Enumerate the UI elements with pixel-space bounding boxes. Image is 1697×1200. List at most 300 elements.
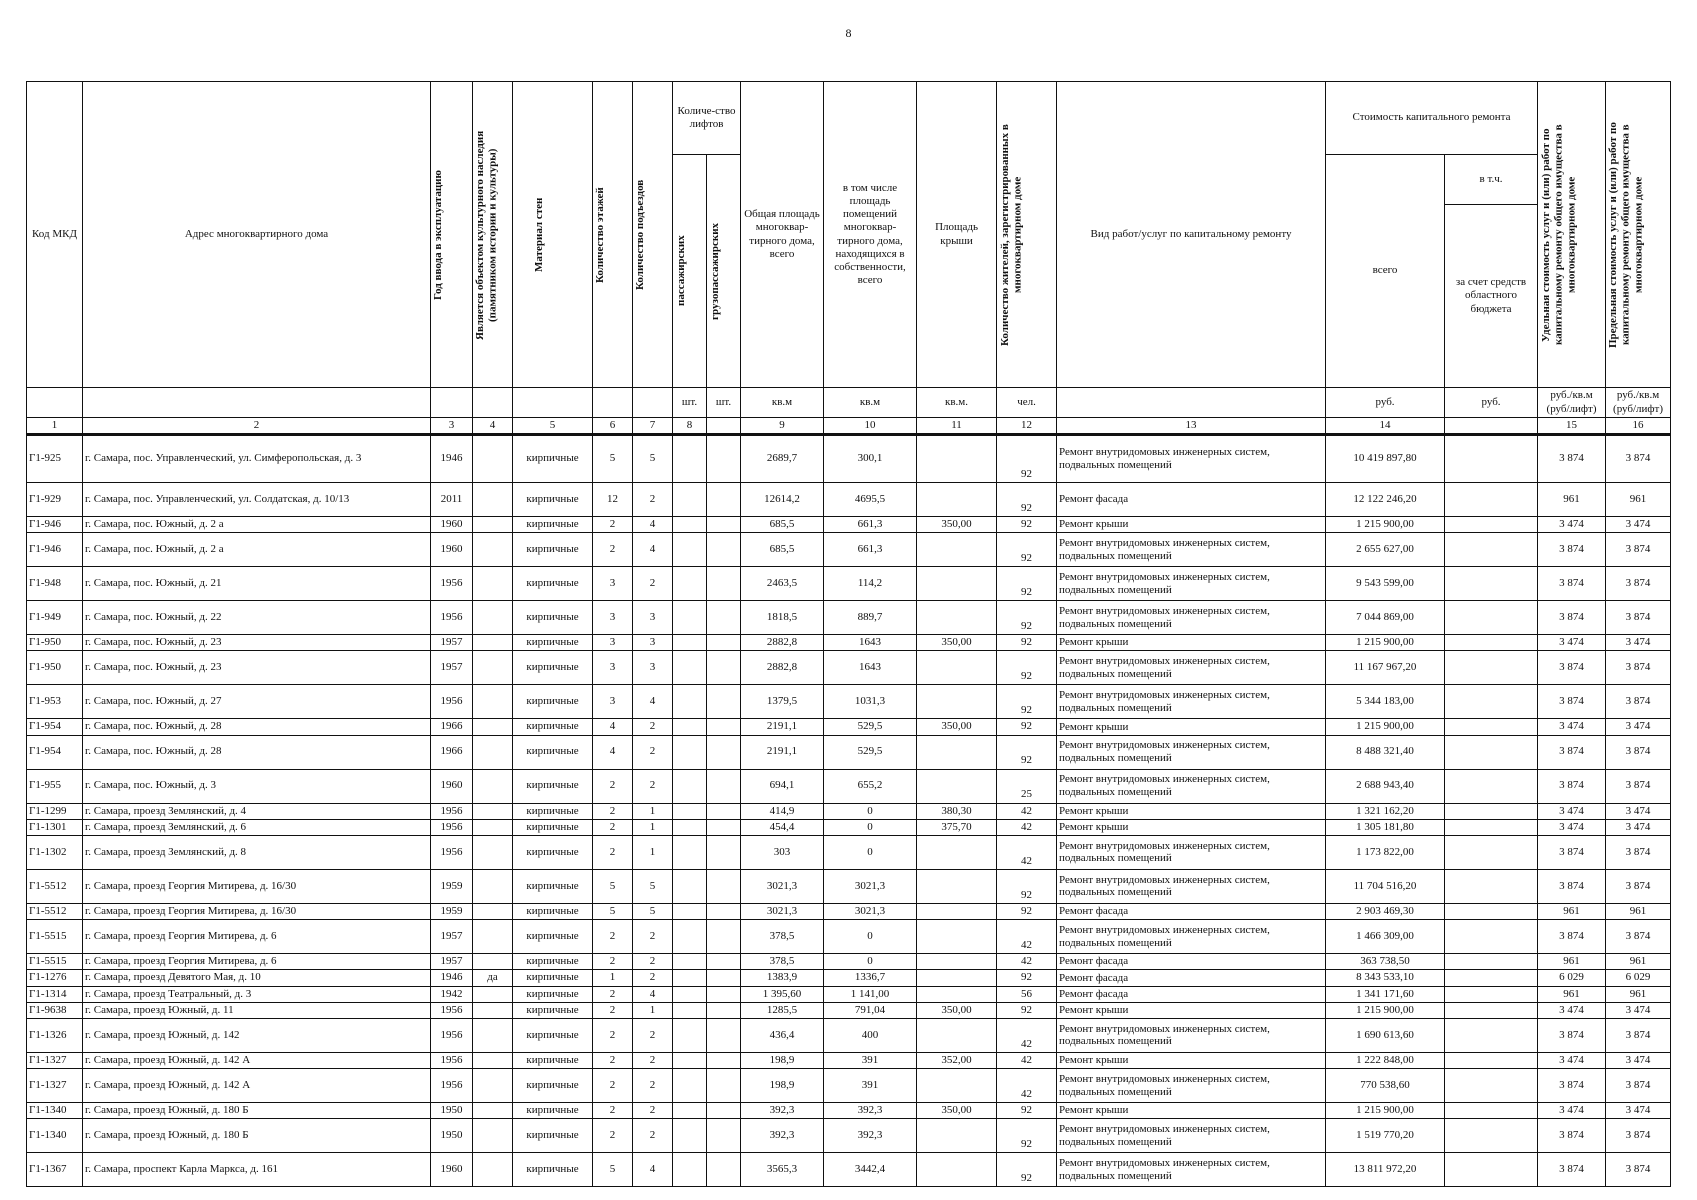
- entrances-cell: 2: [633, 1052, 673, 1068]
- residents-cell: 25: [997, 769, 1057, 803]
- header-regional-budget: за счет средств областного бюджета: [1445, 205, 1538, 388]
- cost-total-cell: 5 344 183,00: [1326, 685, 1445, 719]
- roof-area-cell: [917, 835, 997, 869]
- mkd-code-cell: Г1-950: [27, 635, 83, 651]
- total-area-cell: 3021,3: [741, 903, 824, 919]
- year-cell: 1946: [431, 435, 473, 483]
- year-cell: 1956: [431, 685, 473, 719]
- mkd-code-cell: Г1-925: [27, 435, 83, 483]
- passenger-lifts-cell: [673, 435, 707, 483]
- material-cell: кирпичные: [513, 1018, 593, 1052]
- heritage-cell: [473, 601, 513, 635]
- floors-cell: 4: [593, 735, 633, 769]
- cost-total-cell: 2 655 627,00: [1326, 533, 1445, 567]
- entrances-cell: 4: [633, 533, 673, 567]
- header-total-area: Общая площадь многоквар-тирного дома, всего: [741, 82, 824, 388]
- unit-cost-cell: 6 029: [1538, 970, 1606, 986]
- column-number: 3: [431, 418, 473, 435]
- cargo-lifts-cell: [707, 533, 741, 567]
- max-cost-cell: 3 874: [1606, 1018, 1671, 1052]
- entrances-cell: 2: [633, 567, 673, 601]
- unit-sqm: кв.м: [824, 388, 917, 418]
- table-row: [27, 735, 1671, 769]
- roof-area-cell: [917, 869, 997, 903]
- passenger-lifts-cell: [673, 903, 707, 919]
- owned-area-cell: 300,1: [824, 435, 917, 483]
- work-type-cell: Ремонт внутридомовых инженерных систем, подвальных помещений: [1057, 769, 1326, 803]
- material-cell: кирпичные: [513, 954, 593, 970]
- regional-budget-cell: [1445, 533, 1538, 567]
- table-body: [27, 435, 1671, 1187]
- roof-area-cell: 350,00: [917, 1002, 997, 1018]
- work-type-cell: Ремонт внутридомовых инженерных систем, подвальных помещений: [1057, 1153, 1326, 1187]
- mkd-code-cell: Г1-949: [27, 601, 83, 635]
- max-cost-cell: 6 029: [1606, 970, 1671, 986]
- column-number: 16: [1606, 418, 1671, 435]
- heritage-cell: [473, 803, 513, 819]
- owned-area-cell: 114,2: [824, 567, 917, 601]
- total-area-cell: 2882,8: [741, 635, 824, 651]
- entrances-cell: 3: [633, 651, 673, 685]
- regional-budget-cell: [1445, 903, 1538, 919]
- max-cost-cell: 3 474: [1606, 635, 1671, 651]
- year-cell: 1946: [431, 970, 473, 986]
- table-row: [27, 517, 1671, 533]
- cost-total-cell: 1 215 900,00: [1326, 719, 1445, 735]
- cost-total-cell: 1 519 770,20: [1326, 1119, 1445, 1153]
- residents-cell: 42: [997, 920, 1057, 954]
- unit-cost-cell: 3 474: [1538, 819, 1606, 835]
- heritage-cell: [473, 954, 513, 970]
- unit-rate: руб./кв.м (руб/лифт): [1606, 388, 1671, 418]
- year-cell: 1956: [431, 1069, 473, 1103]
- heritage-cell: [473, 1052, 513, 1068]
- residents-cell: 92: [997, 970, 1057, 986]
- unit-cost-cell: 3 874: [1538, 533, 1606, 567]
- mkd-code-cell: Г1-955: [27, 769, 83, 803]
- address-cell: г. Самара, проезд Южный, д. 180 Б: [83, 1103, 431, 1119]
- work-type-cell: Ремонт фасада: [1057, 986, 1326, 1002]
- address-cell: г. Самара, проезд Георгия Митирева, д. 6: [83, 920, 431, 954]
- max-cost-cell: 3 474: [1606, 719, 1671, 735]
- mkd-code-cell: Г1-5512: [27, 903, 83, 919]
- heritage-cell: [473, 1119, 513, 1153]
- work-type-cell: Ремонт крыши: [1057, 635, 1326, 651]
- capital-repair-table: [26, 81, 1671, 1187]
- residents-cell: 42: [997, 835, 1057, 869]
- material-cell: кирпичные: [513, 517, 593, 533]
- work-type-cell: Ремонт крыши: [1057, 719, 1326, 735]
- unit-cost-cell: 961: [1538, 986, 1606, 1002]
- material-cell: кирпичные: [513, 803, 593, 819]
- entrances-cell: 2: [633, 920, 673, 954]
- owned-area-cell: 0: [824, 920, 917, 954]
- mkd-code-cell: Г1-950: [27, 651, 83, 685]
- roof-area-cell: [917, 533, 997, 567]
- cost-total-cell: 8 343 533,10: [1326, 970, 1445, 986]
- unit-rate: руб./кв.м (руб/лифт): [1538, 388, 1606, 418]
- residents-cell: 92: [997, 1153, 1057, 1187]
- mkd-code-cell: Г1-1340: [27, 1103, 83, 1119]
- total-area-cell: 198,9: [741, 1052, 824, 1068]
- cost-total-cell: 1 173 822,00: [1326, 835, 1445, 869]
- passenger-lifts-cell: [673, 954, 707, 970]
- entrances-cell: 4: [633, 685, 673, 719]
- year-cell: 1956: [431, 819, 473, 835]
- owned-area-cell: 3021,3: [824, 903, 917, 919]
- passenger-lifts-cell: [673, 920, 707, 954]
- heritage-cell: [473, 1069, 513, 1103]
- regional-budget-cell: [1445, 1002, 1538, 1018]
- residents-cell: 42: [997, 954, 1057, 970]
- total-area-cell: 2191,1: [741, 719, 824, 735]
- heritage-cell: [473, 920, 513, 954]
- year-cell: 1950: [431, 1119, 473, 1153]
- entrances-cell: 2: [633, 735, 673, 769]
- table-row: [27, 803, 1671, 819]
- total-area-cell: 1 395,60: [741, 986, 824, 1002]
- mkd-code-cell: Г1-953: [27, 685, 83, 719]
- floors-cell: 2: [593, 517, 633, 533]
- entrances-cell: 5: [633, 903, 673, 919]
- total-area-cell: 12614,2: [741, 483, 824, 517]
- table-row: [27, 970, 1671, 986]
- max-cost-cell: 961: [1606, 483, 1671, 517]
- cargo-lifts-cell: [707, 719, 741, 735]
- column-number: 6: [593, 418, 633, 435]
- owned-area-cell: 655,2: [824, 769, 917, 803]
- mkd-code-cell: Г1-1367: [27, 1153, 83, 1187]
- max-cost-cell: 3 874: [1606, 835, 1671, 869]
- floors-cell: 2: [593, 920, 633, 954]
- unit-cost-cell: 3 874: [1538, 769, 1606, 803]
- entrances-cell: 5: [633, 435, 673, 483]
- owned-area-cell: 392,3: [824, 1119, 917, 1153]
- floors-cell: 2: [593, 1052, 633, 1068]
- passenger-lifts-cell: [673, 533, 707, 567]
- table-row: [27, 1069, 1671, 1103]
- work-type-cell: Ремонт внутридомовых инженерных систем, подвальных помещений: [1057, 920, 1326, 954]
- header-work-type: Вид работ/услуг по капитальному ремонту: [1057, 82, 1326, 388]
- address-cell: г. Самара, пос. Южный, д. 28: [83, 719, 431, 735]
- total-area-cell: 1379,5: [741, 685, 824, 719]
- owned-area-cell: 4695,5: [824, 483, 917, 517]
- header-lifts: Количе-ство лифтов: [673, 82, 741, 155]
- unit-pcs: шт.: [673, 388, 707, 418]
- address-cell: г. Самара, пос. Управленческий, ул. Солдатская, д. 10/13: [83, 483, 431, 517]
- max-cost-cell: 3 874: [1606, 920, 1671, 954]
- owned-area-cell: 3021,3: [824, 869, 917, 903]
- total-area-cell: 2191,1: [741, 735, 824, 769]
- floors-cell: 3: [593, 567, 633, 601]
- residents-cell: 92: [997, 1119, 1057, 1153]
- material-cell: кирпичные: [513, 567, 593, 601]
- roof-area-cell: [917, 435, 997, 483]
- total-area-cell: 685,5: [741, 533, 824, 567]
- entrances-cell: 3: [633, 601, 673, 635]
- owned-area-cell: 791,04: [824, 1002, 917, 1018]
- table-row: [27, 635, 1671, 651]
- total-area-cell: 303: [741, 835, 824, 869]
- work-type-cell: Ремонт фасада: [1057, 954, 1326, 970]
- year-cell: 1942: [431, 986, 473, 1002]
- passenger-lifts-cell: [673, 1052, 707, 1068]
- max-cost-cell: 3 874: [1606, 769, 1671, 803]
- regional-budget-cell: [1445, 719, 1538, 735]
- cargo-lifts-cell: [707, 869, 741, 903]
- total-area-cell: 2463,5: [741, 567, 824, 601]
- floors-cell: 12: [593, 483, 633, 517]
- residents-cell: 42: [997, 819, 1057, 835]
- entrances-cell: 2: [633, 769, 673, 803]
- address-cell: г. Самара, пос. Управленческий, ул. Симферопольская, д. 3: [83, 435, 431, 483]
- year-cell: 1956: [431, 1018, 473, 1052]
- cost-total-cell: 11 167 967,20: [1326, 651, 1445, 685]
- address-cell: г. Самара, пос. Южный, д. 2 а: [83, 533, 431, 567]
- mkd-code-cell: Г1-1327: [27, 1052, 83, 1068]
- max-cost-cell: 3 474: [1606, 803, 1671, 819]
- cost-total-cell: 1 690 613,60: [1326, 1018, 1445, 1052]
- material-cell: кирпичные: [513, 903, 593, 919]
- table-row: [27, 920, 1671, 954]
- roof-area-cell: 350,00: [917, 719, 997, 735]
- regional-budget-cell: [1445, 835, 1538, 869]
- passenger-lifts-cell: [673, 601, 707, 635]
- unit-cost-cell: 3 874: [1538, 567, 1606, 601]
- address-cell: г. Самара, проезд Георгия Митирева, д. 16/30: [83, 869, 431, 903]
- residents-cell: 42: [997, 1052, 1057, 1068]
- entrances-cell: 4: [633, 517, 673, 533]
- floors-cell: 1: [593, 970, 633, 986]
- heritage-cell: [473, 1002, 513, 1018]
- material-cell: кирпичные: [513, 635, 593, 651]
- header-cost: Стоимость капитального ремонта: [1326, 82, 1538, 155]
- entrances-cell: 4: [633, 1153, 673, 1187]
- residents-cell: 92: [997, 517, 1057, 533]
- heritage-cell: [473, 483, 513, 517]
- roof-area-cell: [917, 1018, 997, 1052]
- regional-budget-cell: [1445, 986, 1538, 1002]
- passenger-lifts-cell: [673, 835, 707, 869]
- material-cell: кирпичные: [513, 1119, 593, 1153]
- table-row: [27, 769, 1671, 803]
- roof-area-cell: [917, 1119, 997, 1153]
- entrances-cell: 3: [633, 635, 673, 651]
- entrances-cell: 1: [633, 1002, 673, 1018]
- year-cell: 1959: [431, 903, 473, 919]
- column-number: 5: [513, 418, 593, 435]
- address-cell: г. Самара, пос. Южный, д. 23: [83, 651, 431, 685]
- owned-area-cell: 1643: [824, 651, 917, 685]
- cargo-lifts-cell: [707, 1002, 741, 1018]
- passenger-lifts-cell: [673, 1069, 707, 1103]
- address-cell: г. Самара, проезд Георгия Митирева, д. 16/30: [83, 903, 431, 919]
- total-area-cell: 198,9: [741, 1069, 824, 1103]
- residents-cell: 92: [997, 1002, 1057, 1018]
- passenger-lifts-cell: [673, 819, 707, 835]
- work-type-cell: Ремонт внутридомовых инженерных систем, подвальных помещений: [1057, 1119, 1326, 1153]
- year-cell: 1966: [431, 719, 473, 735]
- total-area-cell: 392,3: [741, 1119, 824, 1153]
- mkd-code-cell: Г1-5515: [27, 920, 83, 954]
- heritage-cell: [473, 986, 513, 1002]
- year-cell: 1957: [431, 651, 473, 685]
- cost-total-cell: 12 122 246,20: [1326, 483, 1445, 517]
- unit-cost-cell: 3 874: [1538, 1153, 1606, 1187]
- material-cell: кирпичные: [513, 869, 593, 903]
- entrances-cell: 1: [633, 819, 673, 835]
- total-area-cell: 1818,5: [741, 601, 824, 635]
- cost-total-cell: 1 466 309,00: [1326, 920, 1445, 954]
- table-row: [27, 835, 1671, 869]
- owned-area-cell: 529,5: [824, 719, 917, 735]
- header-incl: в т.ч.: [1445, 155, 1538, 205]
- header-residents: Количество жителей, зарегистрированных в многоквартирном доме: [998, 123, 1024, 346]
- regional-budget-cell: [1445, 1103, 1538, 1119]
- material-cell: кирпичные: [513, 685, 593, 719]
- cost-total-cell: 2 903 469,30: [1326, 903, 1445, 919]
- year-cell: 1960: [431, 533, 473, 567]
- address-cell: г. Самара, пос. Южный, д. 22: [83, 601, 431, 635]
- max-cost-cell: 961: [1606, 954, 1671, 970]
- table-row: [27, 1052, 1671, 1068]
- unit-cost-cell: 3 874: [1538, 920, 1606, 954]
- cost-total-cell: 1 215 900,00: [1326, 635, 1445, 651]
- table-row: [27, 651, 1671, 685]
- max-cost-cell: 3 874: [1606, 1153, 1671, 1187]
- year-cell: 1960: [431, 517, 473, 533]
- work-type-cell: Ремонт внутридомовых инженерных систем, подвальных помещений: [1057, 1069, 1326, 1103]
- column-number: 1: [27, 418, 83, 435]
- roof-area-cell: 380,30: [917, 803, 997, 819]
- unit-cost-cell: 3 874: [1538, 1119, 1606, 1153]
- cargo-lifts-cell: [707, 803, 741, 819]
- year-cell: 1959: [431, 869, 473, 903]
- address-cell: г. Самара, проезд Южный, д. 142 А: [83, 1069, 431, 1103]
- column-number: 4: [473, 418, 513, 435]
- mkd-code-cell: Г1-954: [27, 735, 83, 769]
- header-heritage: Является объектом культурного наследия (памятником истории и культуры): [473, 129, 499, 340]
- year-cell: 1950: [431, 1103, 473, 1119]
- column-number: 8: [673, 418, 707, 435]
- roof-area-cell: [917, 920, 997, 954]
- roof-area-cell: 350,00: [917, 1103, 997, 1119]
- material-cell: кирпичные: [513, 970, 593, 986]
- max-cost-cell: 3 874: [1606, 601, 1671, 635]
- owned-area-cell: 0: [824, 803, 917, 819]
- table-row: [27, 1002, 1671, 1018]
- address-cell: г. Самара, пос. Южный, д. 3: [83, 769, 431, 803]
- header-code: Код МКД: [27, 82, 83, 388]
- passenger-lifts-cell: [673, 517, 707, 533]
- unit-cost-cell: 3 474: [1538, 719, 1606, 735]
- table-row: [27, 685, 1671, 719]
- mkd-code-cell: Г1-5515: [27, 954, 83, 970]
- regional-budget-cell: [1445, 869, 1538, 903]
- table-row: [27, 986, 1671, 1002]
- regional-budget-cell: [1445, 1119, 1538, 1153]
- year-cell: 1966: [431, 735, 473, 769]
- material-cell: кирпичные: [513, 651, 593, 685]
- cargo-lifts-cell: [707, 1069, 741, 1103]
- mkd-code-cell: Г1-1302: [27, 835, 83, 869]
- heritage-cell: [473, 769, 513, 803]
- header-cargo-lifts: грузопассажирских: [708, 222, 721, 320]
- owned-area-cell: 3442,4: [824, 1153, 917, 1187]
- cost-total-cell: 7 044 869,00: [1326, 601, 1445, 635]
- regional-budget-cell: [1445, 970, 1538, 986]
- work-type-cell: Ремонт крыши: [1057, 819, 1326, 835]
- unit-cost-cell: 3 474: [1538, 1052, 1606, 1068]
- year-cell: 1957: [431, 635, 473, 651]
- cargo-lifts-cell: [707, 954, 741, 970]
- cargo-lifts-cell: [707, 635, 741, 651]
- regional-budget-cell: [1445, 1069, 1538, 1103]
- work-type-cell: Ремонт внутридомовых инженерных систем, подвальных помещений: [1057, 1018, 1326, 1052]
- floors-cell: 3: [593, 601, 633, 635]
- entrances-cell: 2: [633, 483, 673, 517]
- unit-rub: руб.: [1326, 388, 1445, 418]
- column-number: 15: [1538, 418, 1606, 435]
- total-area-cell: 1285,5: [741, 1002, 824, 1018]
- entrances-cell: 2: [633, 1103, 673, 1119]
- regional-budget-cell: [1445, 483, 1538, 517]
- address-cell: г. Самара, пос. Южный, д. 2 а: [83, 517, 431, 533]
- cargo-lifts-cell: [707, 819, 741, 835]
- residents-cell: 42: [997, 1018, 1057, 1052]
- work-type-cell: Ремонт крыши: [1057, 517, 1326, 533]
- table-row: [27, 719, 1671, 735]
- work-type-cell: Ремонт фасада: [1057, 483, 1326, 517]
- table-row: [27, 483, 1671, 517]
- owned-area-cell: 400: [824, 1018, 917, 1052]
- roof-area-cell: 350,00: [917, 635, 997, 651]
- column-number: 14: [1326, 418, 1445, 435]
- header-passenger-lifts: пассажирских: [674, 235, 687, 307]
- work-type-cell: Ремонт внутридомовых инженерных систем, подвальных помещений: [1057, 567, 1326, 601]
- mkd-code-cell: Г1-1299: [27, 803, 83, 819]
- residents-cell: 92: [997, 567, 1057, 601]
- unit-cost-cell: 3 474: [1538, 635, 1606, 651]
- passenger-lifts-cell: [673, 635, 707, 651]
- cargo-lifts-cell: [707, 735, 741, 769]
- cost-total-cell: 10 419 897,80: [1326, 435, 1445, 483]
- roof-area-cell: [917, 954, 997, 970]
- cargo-lifts-cell: [707, 986, 741, 1002]
- address-cell: г. Самара, проезд Южный, д. 11: [83, 1002, 431, 1018]
- floors-cell: 2: [593, 819, 633, 835]
- table-row: [27, 903, 1671, 919]
- header-material: Материал стен: [532, 197, 545, 272]
- owned-area-cell: 661,3: [824, 533, 917, 567]
- roof-area-cell: 350,00: [917, 517, 997, 533]
- heritage-cell: [473, 903, 513, 919]
- passenger-lifts-cell: [673, 970, 707, 986]
- column-number: 13: [1057, 418, 1326, 435]
- mkd-code-cell: Г1-9638: [27, 1002, 83, 1018]
- work-type-cell: Ремонт крыши: [1057, 1052, 1326, 1068]
- header-owned-area: в том числе площадь помещений многоквар-тирного дома, находящихся в собственности, всего: [824, 82, 917, 388]
- cargo-lifts-cell: [707, 769, 741, 803]
- header-floors: Количество этажей: [593, 186, 606, 283]
- year-cell: 1956: [431, 803, 473, 819]
- entrances-cell: 5: [633, 869, 673, 903]
- residents-cell: 56: [997, 986, 1057, 1002]
- passenger-lifts-cell: [673, 735, 707, 769]
- owned-area-cell: 391: [824, 1052, 917, 1068]
- material-cell: кирпичные: [513, 986, 593, 1002]
- cargo-lifts-cell: [707, 567, 741, 601]
